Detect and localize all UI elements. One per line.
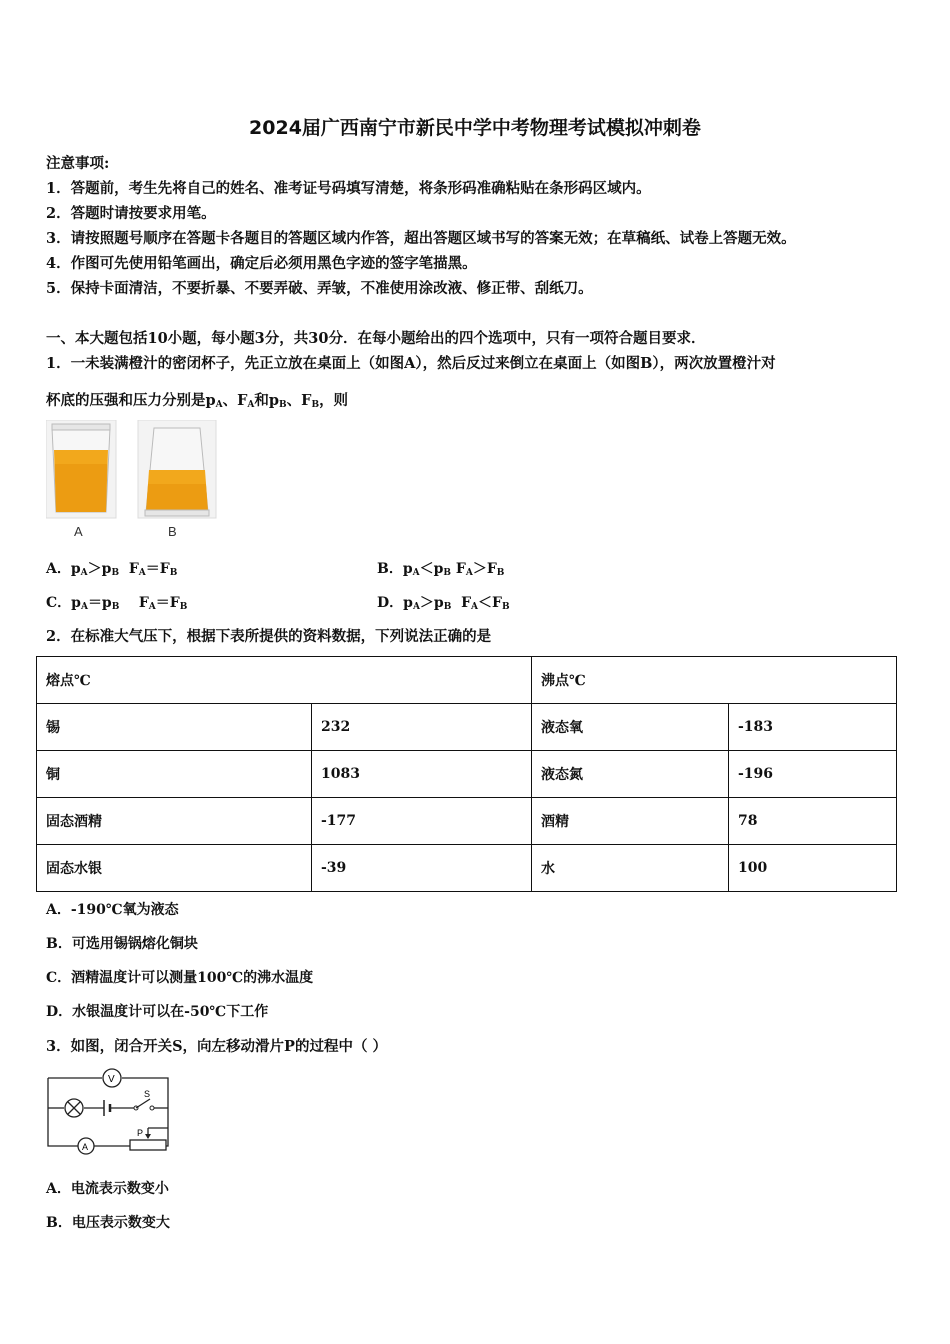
q2-option-b[interactable]: B．可选用锡锅熔化铜块 <box>46 936 198 952</box>
voltmeter-label: V <box>108 1074 115 1085</box>
table-cell: 液态氧 <box>532 704 729 751</box>
notice-item: 4．作图可先使用铅笔画出，确定后必须用黑色字迹的签字笔描黑。 <box>46 255 477 272</box>
notice-item: 2．答题时请按要求用笔。 <box>46 205 216 222</box>
table-header-row <box>37 657 897 704</box>
q2-option-c[interactable]: C．酒精温度计可以测量100℃的沸水温度 <box>46 970 314 986</box>
table-cell: -183 <box>729 704 897 751</box>
page-title: 2024届广西南宁市新民中学中考物理考试模拟冲刺卷 <box>249 117 701 139</box>
figure-label-a: A <box>74 524 83 539</box>
q2-option-d[interactable]: D．水银温度计可以在-50℃下工作 <box>46 1004 269 1020</box>
figure-label-b: B <box>168 524 177 539</box>
table-cell: 100 <box>729 845 897 892</box>
q2-stem: 2．在标准大气压下，根据下表所提供的资料数据，下列说法正确的是 <box>46 628 492 645</box>
ammeter-label: A <box>82 1142 89 1152</box>
q3-option-b[interactable]: B．电压表示数变大 <box>46 1215 170 1231</box>
circuit-diagram <box>44 1066 174 1160</box>
table-cell: -196 <box>729 751 897 798</box>
q1-option-c[interactable]: C．$p_A=p_B$ $F_A=F_B$ <box>46 595 188 612</box>
melting-boiling-table <box>36 656 897 892</box>
q3-option-a[interactable]: A．电流表示数变小 <box>46 1181 169 1197</box>
notice-item: 5．保持卡面清洁，不要折暴、不要弄破、弄皱，不准使用涂改液、修正带、刮纸刀。 <box>46 280 593 297</box>
switch-label: S <box>144 1089 151 1099</box>
table-cell: 铜 <box>37 751 312 798</box>
q2-option-a[interactable]: A．-190℃氧为液态 <box>46 902 179 918</box>
table-cell: 液态氮 <box>532 751 729 798</box>
orange-juice-cups-figure <box>46 420 218 542</box>
table-row <box>37 798 897 845</box>
q1-stem-line1: 1．一未装满橙汁的密闭杯子，先正立放在桌面上（如图A），然后反过来倒立在桌面上（如图B），两次放置橙汁对 <box>46 355 776 372</box>
table-cell: 水 <box>532 845 729 892</box>
table-header: 熔点℃ <box>37 657 532 704</box>
q1-option-b[interactable]: B．$p_A<p_B$ $F_A>F_B$ <box>377 561 505 578</box>
table-cell: 1083 <box>312 751 532 798</box>
q1-stem-line2: 杯底的压强和压力分别是$p_A$、$F_A$和$p_B$、$F_B$，则 <box>46 392 349 410</box>
q1-option-a[interactable]: A．$p_A>p_B$ $F_A=F_B$ <box>46 561 178 578</box>
table-cell: 232 <box>312 704 532 751</box>
table-row <box>37 845 897 892</box>
notice-item: 3．请按照题号顺序在答题卡各题目的答题区域内作答，超出答题区域书写的答案无效；在草稿纸、试卷上答题无效。 <box>46 230 796 247</box>
slider-label: P <box>137 1128 144 1138</box>
table-header: 沸点℃ <box>532 657 897 704</box>
table-cell: 固态水银 <box>37 845 312 892</box>
table-cell: 78 <box>729 798 897 845</box>
table-cell: -39 <box>312 845 532 892</box>
table-cell: 固态酒精 <box>37 798 312 845</box>
table-row <box>37 704 897 751</box>
section-heading: 一、本大题包括10小题，每小题3分，共30分．在每小题给出的四个选项中，只有一项符合题目要求． <box>46 330 706 347</box>
notice-item: 1．答题前，考生先将自己的姓名、准考证号码填写清楚，将条形码准确粘贴在条形码区域内。 <box>46 180 651 197</box>
q1-option-d[interactable]: D．$p_A>p_B$ $F_A<F_B$ <box>377 595 510 612</box>
notice-heading: 注意事项: <box>46 155 110 172</box>
table-row <box>37 751 897 798</box>
table-cell: 锡 <box>37 704 312 751</box>
table-cell: 酒精 <box>532 798 729 845</box>
q3-stem: 3．如图，闭合开关S，向左移动滑片P的过程中（ ） <box>46 1038 388 1055</box>
table-cell: -177 <box>312 798 532 845</box>
